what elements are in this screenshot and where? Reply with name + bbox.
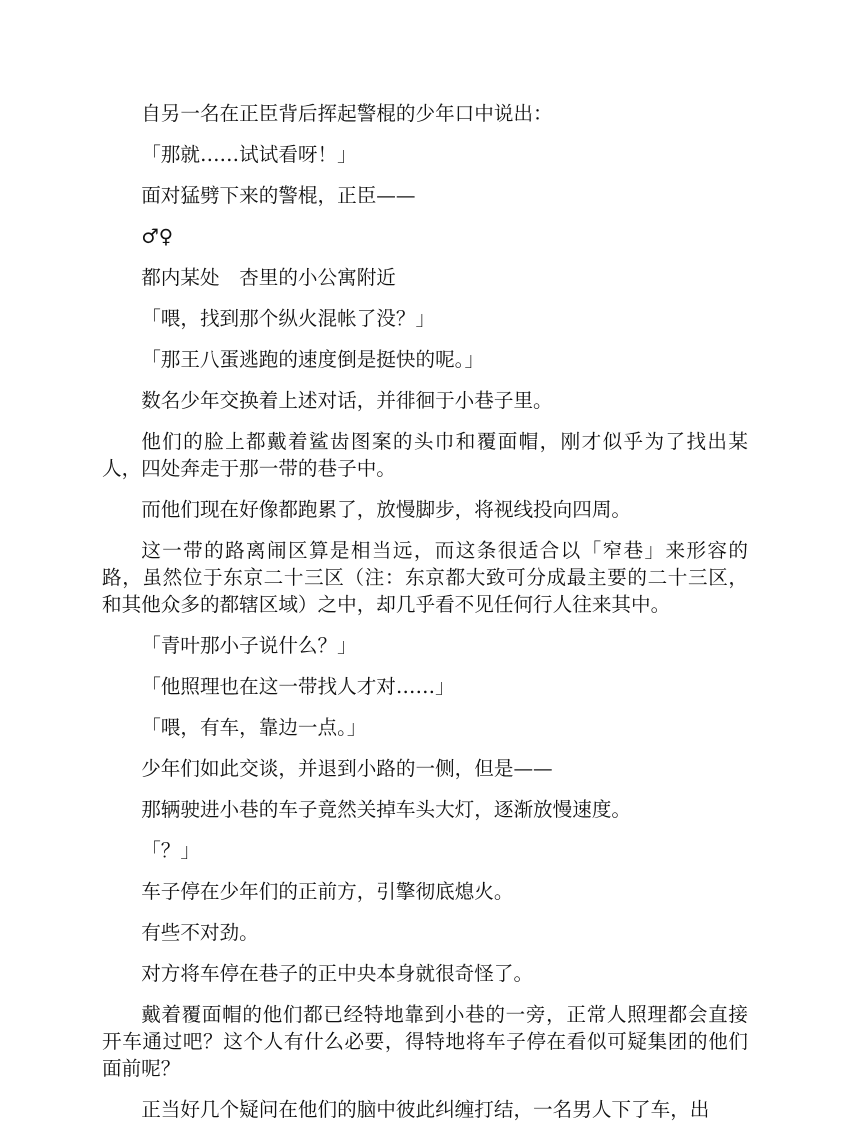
paragraph: 「喂，找到那个纵火混帐了没？」 xyxy=(141,307,436,330)
paragraph: 「那王八蛋逃跑的速度倒是挺快的呢。」 xyxy=(141,348,485,371)
paragraph: 正当好几个疑问在他们的脑中彼此纠缠打结，一名男人下了车，出 xyxy=(141,1098,710,1121)
paragraph: 少年们如此交谈，并退到小路的一侧，但是—— xyxy=(141,757,553,780)
paragraph: 自另一名在正臣背后挥起警棍的少年口中说出： xyxy=(141,102,553,125)
paragraph: 数名少年交换着上述对话，并徘徊于小巷子里。 xyxy=(141,389,553,412)
paragraph: 「？」 xyxy=(141,839,200,862)
paragraph: 面对猛劈下来的警棍，正臣—— xyxy=(141,184,416,207)
document-page xyxy=(102,100,748,1137)
paragraph: 有些不对劲。 xyxy=(141,921,259,944)
paragraph: 这一带的路离闹区算是相当远，而这条很适合以「窄巷」来形容的路，虽然位于东京二十三区（注：东京都大致可分成最主要的二十三区，和其他众多的都辖区域）之中，却几乎看不见任何行人往来其中。 xyxy=(102,539,748,616)
paragraph: 他们的脸上都戴着鲨齿图案的头巾和覆面帽，刚才似乎为了找出某人，四处奔走于那一带的巷子中。 xyxy=(102,430,748,480)
paragraph: 戴着覆面帽的他们都已经特地靠到小巷的一旁，正常人照理都会直接开车通过吧？这个人有什么必要，得特地将车子停在看似可疑集团的他们面前呢？ xyxy=(102,1003,748,1080)
paragraph: 「他照理也在这一带找人才对……」 xyxy=(141,675,455,698)
paragraph: 「那就……试试看呀！」 xyxy=(141,143,357,166)
scene-break-symbol: ♂♀ xyxy=(141,225,174,248)
paragraph: 车子停在少年们的正前方，引擎彻底熄火。 xyxy=(141,880,514,903)
paragraph: 而他们现在好像都跑累了，放慢脚步，将视线投向四周。 xyxy=(141,498,632,521)
paragraph: 「青叶那小子说什么？」 xyxy=(141,634,357,657)
scene-heading: 都内某处 杏里的小公寓附近 xyxy=(141,266,396,289)
paragraph: 对方将车停在巷子的正中央本身就很奇怪了。 xyxy=(141,962,534,985)
paragraph: 那辆驶进小巷的车子竟然关掉车头大灯，逐渐放慢速度。 xyxy=(141,798,632,821)
paragraph: 「喂，有车，靠边一点。」 xyxy=(141,716,367,739)
